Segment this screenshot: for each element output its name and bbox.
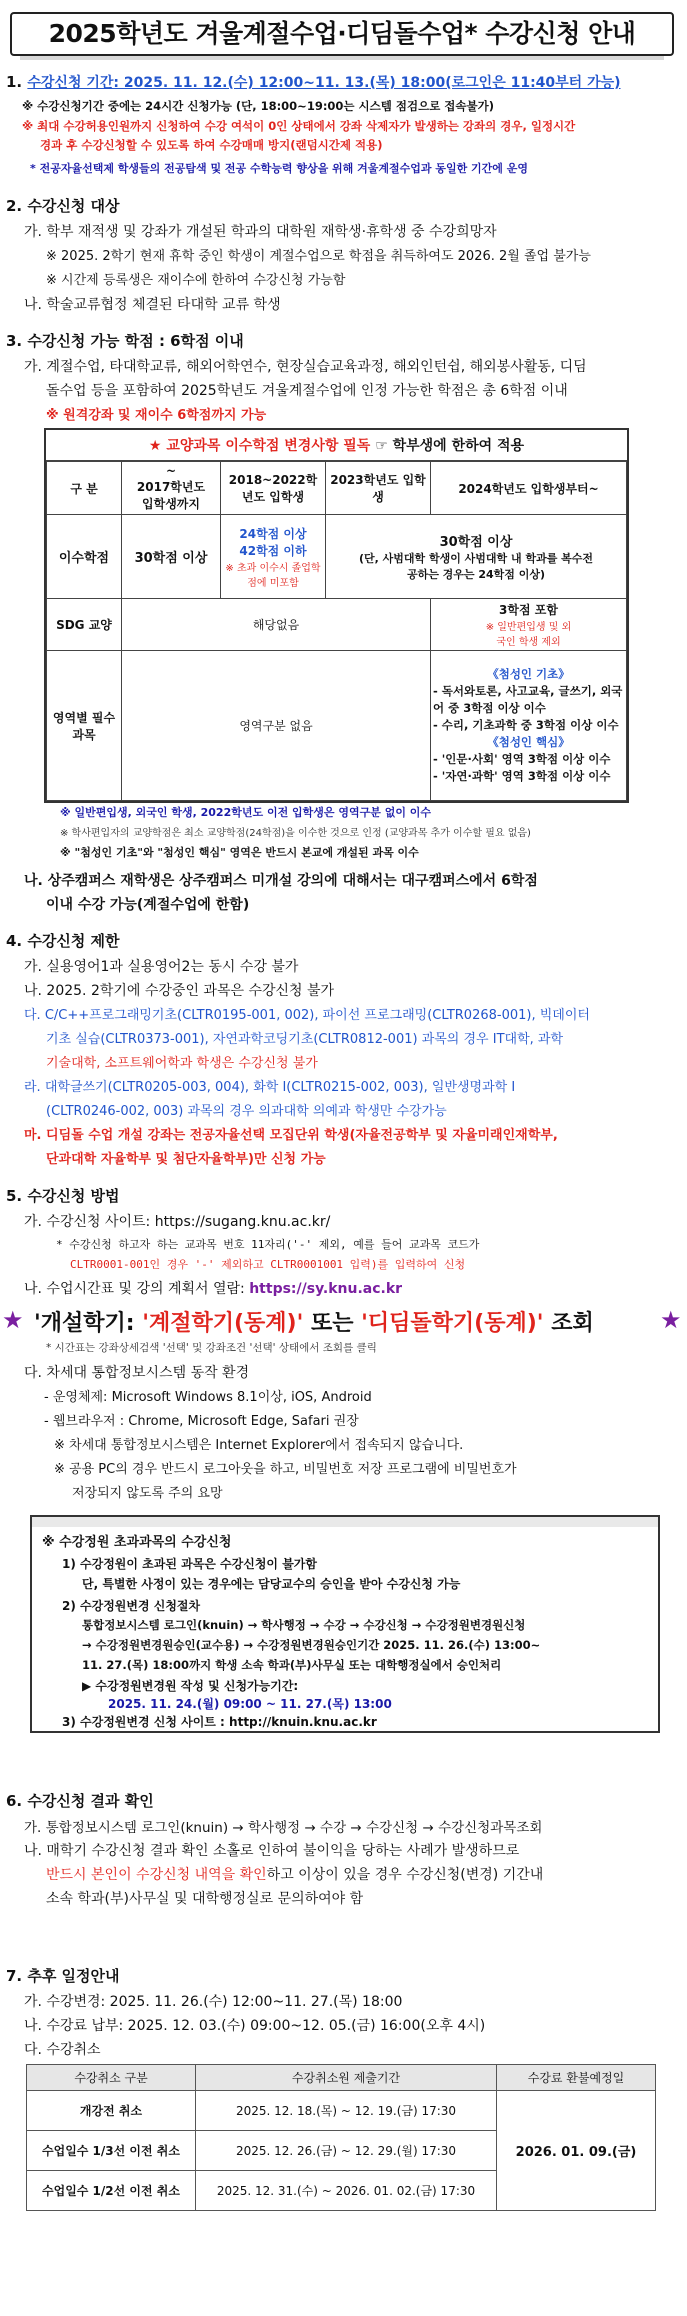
cancel-schedule-table [26, 2064, 656, 2211]
s6-a: 가. 통합정보시스템 로그인(knuin) → 학사행정 → 수강 → 수강신청 → 수강신청과목조회 [24, 1820, 543, 1836]
s1-title: 수강신청 기간: 2025. 11. 12.(수) 12:00~11. 13.(목) 18:00(로그인은 11:40부터 가능) [27, 75, 621, 91]
banner-rest-text: ☞ 학부생에 한하여 적용 [375, 438, 525, 454]
star-icon: ★ [2, 1306, 24, 1334]
r1-c2-a: 24학점 이상 [239, 526, 307, 541]
banner-c: 또는 [310, 1311, 354, 1336]
s3-a3: ※ 원격강좌 및 재이수 6학점까지 가능 [46, 408, 267, 423]
r1-c1: 30학점 이상 [122, 515, 221, 599]
s2-heading: 2. 수강신청 대상 [6, 197, 120, 215]
th-c4: 2024학년도 입학생부터~ [431, 462, 627, 515]
notice-l2: 단, 특별한 사정이 있는 경우에는 담당교수의 승인을 받아 수강신청 가능 [82, 1577, 461, 1591]
s2-note-1: ※ 2025. 2학기 현재 휴학 중인 학생이 계절수업으로 학점을 취득하여도 2026. 2월 졸업 불가능 [46, 249, 591, 264]
s5-heading: 5. 수강신청 방법 [6, 1187, 120, 1205]
th-c1-c: 입학생까지 [142, 497, 200, 511]
s4-c3: 기술대학, 소프트웨어학과 학생은 수강신청 불가 [46, 1056, 318, 1071]
s4-b: 나. 2025. 2학기에 수강중인 과목은 수강신청 불가 [24, 983, 335, 999]
s3-a2: 돌수업 등을 포함하여 2025학년도 겨울계절수업에 인정 가능한 학점은 총 6학점 이내 [46, 383, 568, 399]
s5-c4a: ※ 공용 PC의 경우 반드시 로그아웃을 하고, 비밀번호 저장 프로그램에 비밀번호가 [54, 1462, 517, 1477]
star-icon: ★ [660, 1306, 682, 1334]
notice-l4: 통합정보시스템 로그인(knuin) → 학사행정 → 수강 → 수강신청 → 수강정원변경원신청 [82, 1618, 526, 1632]
r1-period: 2025. 12. 18.(목) ~ 12. 19.(금) 17:30 [196, 2091, 497, 2131]
th-cancel-type: 수강취소 구분 [27, 2065, 196, 2091]
credit-grid [46, 461, 627, 801]
s4-e2: 단과대학 자율학부 및 첨단자율학부)만 신청 가능 [46, 1152, 326, 1167]
s6-b2-red: 반드시 본인이 수강신청 내역을 확인 [46, 1867, 267, 1883]
s3-a1: 가. 계절수업, 타대학교류, 해외어학연수, 현장실습교육과정, 해외인턴쉽, 해외봉사활동, 디딤 [24, 359, 587, 375]
notice-l5: → 수강정원변경원승인(교수용) → 수강정원변경원승인기간 2025. 11. 26.(수) 13:00~ [82, 1638, 541, 1652]
notice-l8: 2025. 11. 24.(월) 09:00 ~ 11. 27.(목) 13:00 [108, 1697, 392, 1711]
s5-c4b: 저장되지 않도록 주의 요망 [72, 1486, 223, 1501]
s1-heading [6, 72, 621, 92]
r3-k5: - '인문·사회' 영역 3학점 이상 이수 [433, 752, 611, 766]
notice-title: ※ 수강정원 초과과목의 수강신청 [42, 1535, 232, 1550]
notice-top-strip [32, 1517, 658, 1527]
s6-heading: 6. 수강신청 결과 확인 [6, 1792, 154, 1810]
s1-note-3: * 전공자율선택제 학생들의 전공탐색 및 전공 수학능력 향상을 위해 겨울계절수업과 동일한 기간에 운영 [30, 162, 528, 175]
table-row [47, 515, 627, 599]
banner-e: 조회 [551, 1311, 594, 1336]
s3-tn3: ※ "첨성인 기초"와 "첨성인 핵심" 영역은 반드시 본교에 개설된 과목 이수 [60, 846, 419, 859]
s7-heading: 7. 추후 일정안내 [6, 1967, 120, 1985]
s4-a: 가. 실용영어1과 실용영어2는 동시 수강 불가 [24, 959, 299, 975]
s5-b-lead: 나. 수업시간표 및 강의 계획서 열람: [24, 1281, 245, 1297]
r2-c4 [431, 599, 627, 651]
s4-e1: 마. 디딤돌 수업 개설 강좌는 전공자율선택 모집단위 학생(자율전공학부 및 자율미래인재학부, [24, 1128, 558, 1143]
r2-c4-b: ※ 일반편입생 및 외국인 학생 제외 [485, 622, 572, 648]
r3-type: 수업일수 1/2선 이전 취소 [27, 2171, 196, 2211]
table-row [27, 2091, 656, 2131]
table-row [47, 651, 627, 801]
th-c1-b: 2017학년도 [136, 480, 206, 494]
th-division: 구 분 [47, 462, 122, 515]
semester-banner [0, 1302, 687, 1342]
s2-a: 가. 학부 재적생 및 강좌가 개설된 학과의 대학원 재학생·휴학생 중 수강희망자 [24, 224, 497, 240]
s7-c: 다. 수강취소 [24, 2042, 101, 2058]
banner-d: '디딤돌학기(동계)' [361, 1311, 544, 1336]
s7-a: 가. 수강변경: 2025. 11. 26.(수) 12:00~11. 27.(목) 18:00 [24, 1994, 403, 2010]
r2-label: SDG 교양 [47, 599, 122, 651]
title-shadow [20, 56, 664, 60]
r2-type: 수업일수 1/3선 이전 취소 [27, 2131, 196, 2171]
th-c1 [122, 462, 221, 515]
banner-a: '개설학기: [34, 1311, 135, 1336]
r3-k2: - 독서와토론, 사고교육, 글쓰기, 외국어 중 3학점 이상 이수 [433, 684, 623, 715]
banner-red-text: 교양과목 이수학점 변경사항 필독 [166, 438, 371, 454]
s5-a-note2: CLTR0001-001인 경우 '-' 제외하고 CLTR0001001 입력)를 입력하여 신청 [70, 1258, 466, 1271]
r3-c123: 영역구분 없음 [122, 651, 431, 801]
s5-c3: ※ 차세대 통합정보시스템은 Internet Explorer에서 접속되지 않습니다. [54, 1438, 464, 1453]
s5-c1: - 운영체제: Microsoft Windows 8.1이상, iOS, Android [44, 1390, 372, 1405]
refund-date: 2026. 01. 09.(금) [497, 2091, 656, 2211]
s1-note-1: ※ 수강신청기간 중에는 24시간 신청가능 (단, 18:00~19:00는 시스템 점검으로 접속불가) [22, 99, 494, 113]
s5-c2: - 웹브라우저 : Chrome, Microsoft Edge, Safari 권장 [44, 1414, 359, 1429]
table-row [47, 599, 627, 651]
s3-tn2: ※ 학사편입자의 교양학점은 최소 교양학점(24학점)을 이수한 것으로 인정 (교양과목 추가 이수할 필요 없음) [60, 828, 531, 839]
r3-label: 영역별 필수과목 [47, 651, 122, 801]
s2-note-2: ※ 시간제 등록생은 재이수에 한하여 수강신청 가능함 [46, 273, 346, 288]
credit-table [44, 428, 629, 803]
r3-k3: - 수리, 기초과학 중 3학점 이상 이수 [433, 718, 619, 732]
s6-b1: 나. 매학기 수강신청 결과 확인 소홀로 인하여 불이익을 당하는 사례가 발생하므로 [24, 1843, 520, 1859]
s7-b: 나. 수강료 납부: 2025. 12. 03.(수) 09:00~12. 05.(금) 16:00(오후 4시) [24, 2018, 486, 2034]
r1-c2 [221, 515, 326, 599]
s6-b3: 소속 학과(부)사무실 및 대학행정실로 문의하여야 함 [46, 1891, 364, 1907]
r1-c2-b: 42학점 이하 [239, 543, 307, 558]
r3-k1: 《첨성인 기초》 [487, 667, 570, 681]
r1-label: 이수학점 [47, 515, 122, 599]
s5-a: 가. 수강신청 사이트: https://sugang.knu.ac.kr/ [24, 1214, 331, 1230]
banner-text [34, 1306, 594, 1337]
r3-k4: 《첨성인 핵심》 [487, 735, 570, 749]
table-row [47, 462, 627, 515]
notice-l6: 11. 27.(목) 18:00까지 학생 소속 학과(부)사무실 또는 대학행정실에서 승인처리 [82, 1658, 502, 1672]
s5-b [24, 1278, 402, 1298]
r1-c2-c: ※ 초과 이수시 졸업학점에 미포함 [225, 562, 321, 589]
timetable-link[interactable]: https://sy.knu.ac.kr [249, 1281, 403, 1297]
s4-d1: 라. 대학글쓰기(CLTR0205-003, 004), 화학 I(CLTR0215-002, 003), 일반생명과학 I [24, 1080, 516, 1095]
r3-c4 [431, 651, 627, 801]
table-row [27, 2065, 656, 2091]
r1-c34-a: 30학점 이상 [439, 535, 513, 550]
r1-c34 [326, 515, 627, 599]
s6-b2-rest: 하고 이상이 있을 경우 수강신청(변경) 기간내 [266, 1867, 544, 1883]
r3-period: 2025. 12. 31.(수) ~ 2026. 01. 02.(금) 17:30 [196, 2171, 497, 2211]
s4-c1: 다. C/C++프로그래밍기초(CLTR0195-001, 002), 파이선 프로그래밍(CLTR0268-001), 빅데이터 [24, 1008, 590, 1023]
th-c2: 2018~2022학년도 입학생 [221, 462, 326, 515]
notice-l1: 1) 수강정원이 초과된 과목은 수강신청이 불가함 [62, 1557, 317, 1571]
banner-b: '계절학기(동계)' [142, 1311, 304, 1336]
r2-c123: 해당없음 [122, 599, 431, 651]
credit-table-banner [46, 430, 627, 461]
r2-period: 2025. 12. 26.(금) ~ 12. 29.(월) 17:30 [196, 2131, 497, 2171]
s5-a-note1: * 수강신청 하고자 하는 교과목 번호 11자리('-' 제외, 예를 들어 교과목 코드가 [56, 1238, 480, 1251]
r3-k6: - '자연·과학' 영역 3학점 이상 이수 [433, 769, 611, 783]
star-icon: ★ [148, 438, 162, 454]
s3-b2: 이내 수강 가능(계절수업에 한함) [46, 897, 250, 913]
s3-b1: 나. 상주캠퍼스 재학생은 상주캠퍼스 미개설 강의에 대해서는 대구캠퍼스에서 6학점 [24, 873, 538, 889]
capacity-notice-box [30, 1515, 660, 1733]
th-cancel-period: 수강취소원 제출기간 [196, 2065, 497, 2091]
s2-b: 나. 학술교류협정 체결된 타대학 교류 학생 [24, 297, 281, 313]
title-box [10, 12, 674, 56]
notice-l7: ▶ 수강정원변경원 작성 및 신청가능기간: [82, 1679, 299, 1693]
r2-c4-a: 3학점 포함 [499, 603, 558, 617]
s4-c2: 기초 실습(CLTR0373-001), 자연과학코딩기초(CLTR0812-001) 과목의 경우 IT대학, 과학 [46, 1032, 564, 1047]
s1-note-2a: ※ 최대 수강허용인원까지 신청하여 수강 여석이 0인 상태에서 강좌 삭제자가 발생하는 강좌의 경우, 일정시간 [22, 119, 576, 133]
notice-l3: 2) 수강정원변경 신청절차 [62, 1599, 201, 1613]
s4-d2: (CLTR0246-002, 003) 과목의 경우 의과대학 의예과 학생만 수강가능 [46, 1104, 447, 1119]
s1-note-2b: 경과 후 수강신청할 수 있도록 하여 수강매매 방지(랜덤시간제 적용) [40, 138, 383, 152]
notice-l9: 3) 수강정원변경 신청 사이트 : http://knuin.knu.ac.kr [62, 1715, 377, 1729]
s3-heading: 3. 수강신청 가능 학점 : 6학점 이내 [6, 332, 244, 350]
r1-c34-b: (단, 사범대학 학생이 사범대학 내 학과를 복수전공하는 경우는 24학점 이상) [358, 552, 594, 581]
s5-c: 다. 차세대 통합정보시스템 동작 환경 [24, 1365, 250, 1381]
s3-tn1: ※ 일반편입생, 외국인 학생, 2022학년도 이전 입학생은 영역구분 없이 이수 [60, 806, 432, 819]
th-refund-date: 수강료 환불예정일 [497, 2065, 656, 2091]
s1-num: 1. [6, 73, 23, 91]
page-title: 2025학년도 겨울계절수업·디딤돌수업* 수강신청 안내 [48, 19, 636, 48]
s5-b-note: * 시간표는 강좌상세검색 '선택' 및 강좌조건 '선택' 상태에서 조회를 클릭 [46, 1342, 377, 1354]
th-c1-a: ~ [165, 464, 177, 478]
s4-heading: 4. 수강신청 제한 [6, 932, 120, 950]
s6-b2 [46, 1864, 543, 1884]
th-c3: 2023학년도 입학생 [326, 462, 431, 515]
r1-type: 개강전 취소 [27, 2091, 196, 2131]
